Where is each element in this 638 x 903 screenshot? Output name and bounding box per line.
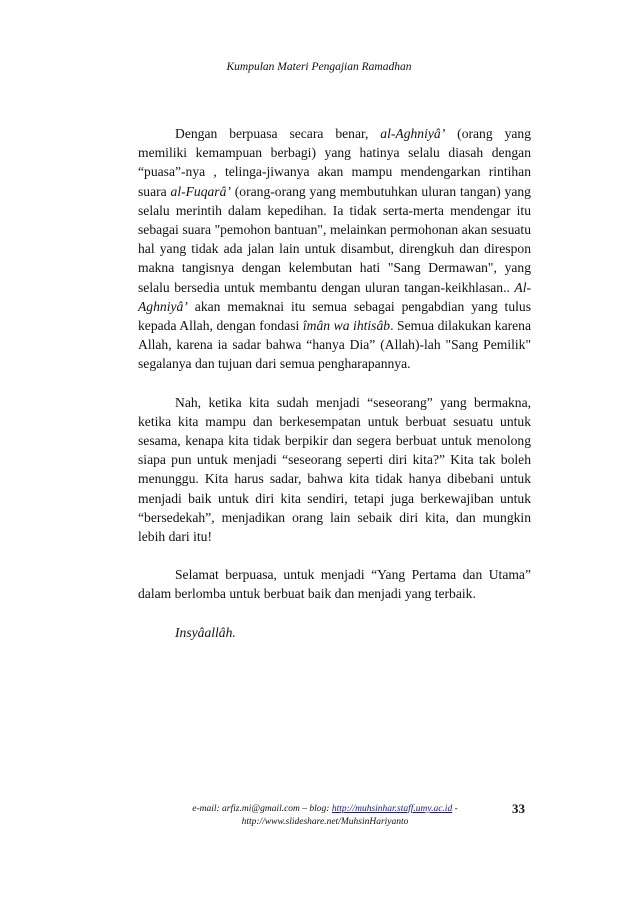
paragraph-3: Selamat berpuasa, untuk menjadi “Yang Pertama dan Utama” dalam berlomba untuk berbuat baik dan menjadi yang terbaik.	[138, 567, 531, 602]
running-header: Kumpulan Materi Pengajian Ramadhan	[226, 61, 412, 73]
italic-term: Al-Aghniyâ’	[138, 279, 531, 314]
paragraph-2: Nah, ketika kita sudah menjadi “seseorang” yang bermakna, ketika kita mampu dan berkesempatan untuk berbuat sesuatu untuk sesama, kenapa kita tidak berpikir dan segera berbuat untuk menolong siapa pun untuk menjadi “seseorang seperti diri kita?” Kita tak boleh menunggu. Kita harus sadar, bahwa kita tidak hanya dibebani untuk menjadi baik untuk diri kita sendiri, tetapi juga berkewajiban untuk “bersedekah”, menjadikan orang lain sebaik diri kita, dan mungkin lebih dari itu!	[138, 394, 531, 545]
footer-email: e-mail: arfiz.mi@gmail.com – blog:	[192, 804, 332, 814]
text-run: Dengan berpuasa secara benar,	[175, 126, 381, 141]
paragraph-4	[138, 623, 531, 642]
footer-line-1	[160, 803, 490, 816]
footer-separator: -	[452, 804, 458, 814]
blog-link[interactable]: http://muhsinhar.staff.umy.ac.id	[331, 804, 453, 814]
text-run: akan memaknai itu semua sebagai pengabdian yang tulus kepada Allah, dengan fondasi	[138, 298, 531, 334]
text-run: (orang yang memiliki kemampuan berbagi) yang hatinya selalu diasah dengan “puasa”-nya , telinga-jiwanya akan mampu mendengarkan rintihan suara	[138, 126, 531, 199]
paragraph-1	[138, 124, 531, 374]
document-body	[138, 124, 531, 661]
italic-term: al-Fuqarâ’	[170, 183, 231, 199]
page-number: 33	[512, 801, 525, 816]
footer-line-2: http://www.slideshare.net/MuhsinHariyanto	[241, 817, 409, 827]
italic-term: al-Aghniyâ’	[380, 126, 446, 141]
page-footer	[160, 803, 490, 829]
text-run: (orang-orang yang membutuhkan uluran tangan) yang selalu merintih dalam kepedihan. Ia tidak serta-merta mendengar itu sebagai suara "pemohon bantuan", melainkan permohonan akan sesuatu hal yang tidak ada jalan lain untuk disambut, direngkuh dan direspon makna tangisnya dengan kelembutan hati "Sang Dermawan", yang selalu bersedia untuk membantu dengan uluran tangan-keikhlasan..	[138, 183, 531, 295]
closing-phrase: Insyâallâh.	[175, 624, 236, 640]
text-run: . Semua dilakukan karena Allah, karena ia sadar bahwa “hanya Dia” (Allah)-lah "Sang Pemilik" segalanya dan tujuan dari semua pengharapannya.	[138, 318, 531, 372]
italic-term: îmân wa ihtisâb	[302, 318, 391, 334]
